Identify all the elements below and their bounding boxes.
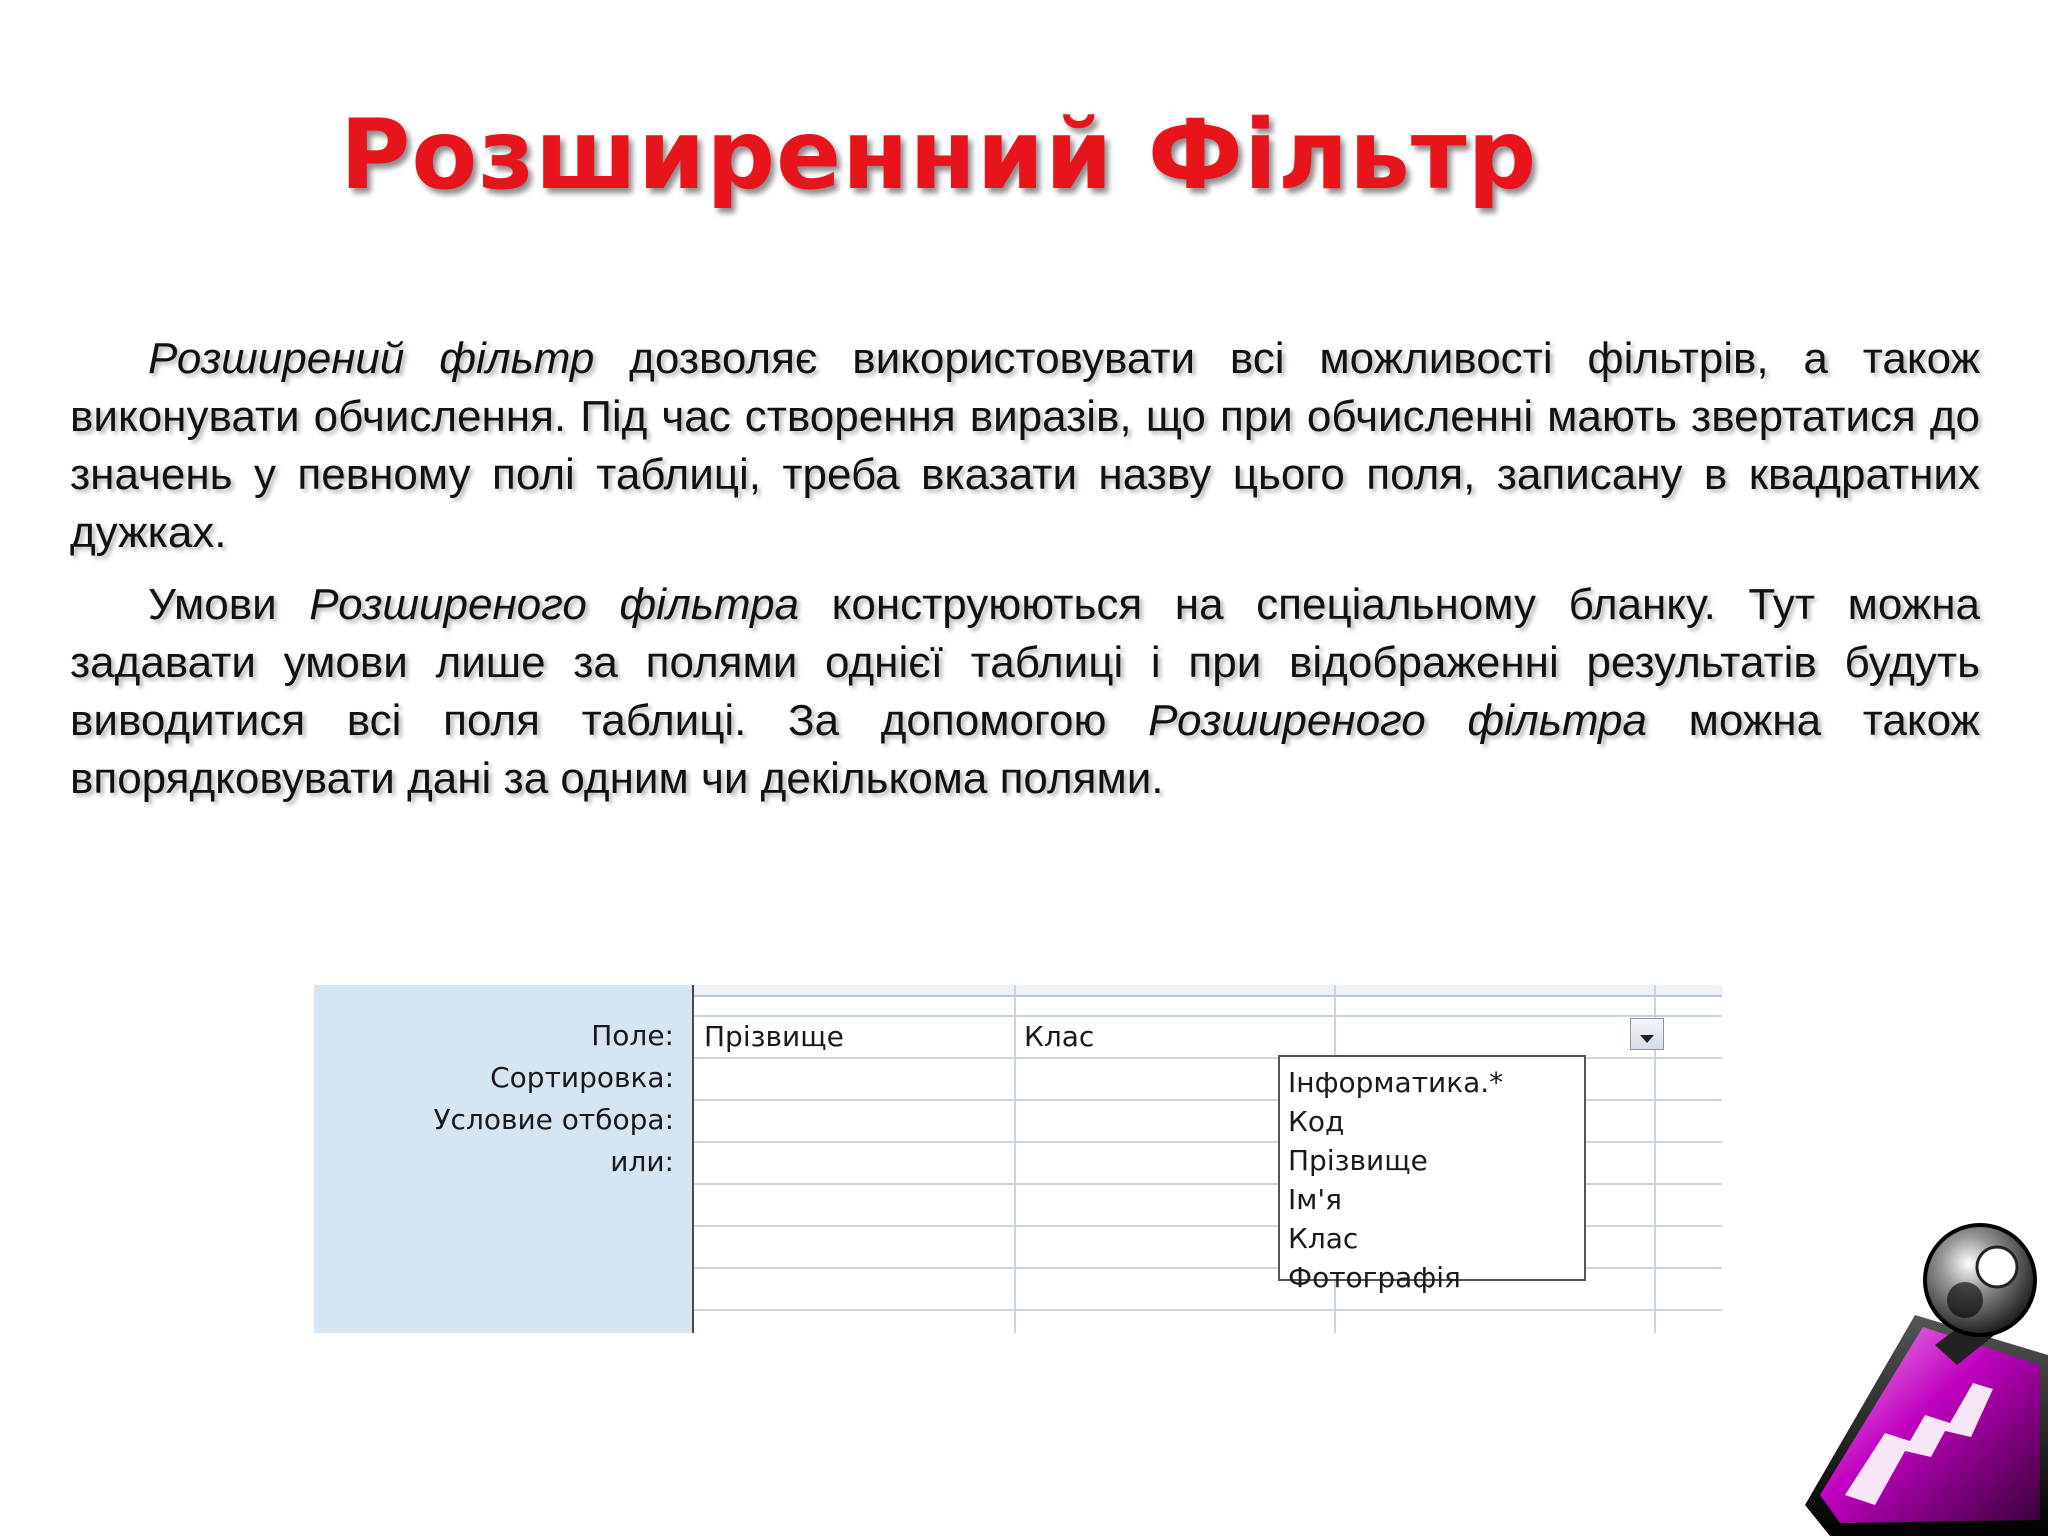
field-cell-1[interactable]: Прізвище xyxy=(704,1020,844,1053)
dropdown-option[interactable]: Прізвище xyxy=(1288,1144,1428,1177)
row-label-criteria: Условие отбора: xyxy=(433,1103,674,1136)
paragraph-2-text-1: конструюються на спеціальному бланку. Тут можна задавати умови лише за полями однієї таблиці і при відображенні результатів будуть виводитися всі поля таблиці. За допомогою xyxy=(70,580,1981,745)
row-label-field: Поле: xyxy=(591,1019,674,1052)
grid-line xyxy=(694,1309,1722,1311)
dropdown-option[interactable]: Код xyxy=(1288,1105,1345,1138)
row-labels-panel xyxy=(314,985,692,1333)
term-advanced-filter-1: Розширеного фільтра xyxy=(309,580,800,629)
field-cell-2[interactable]: Клас xyxy=(1024,1020,1095,1053)
key-icon xyxy=(1735,1205,2048,1536)
dropdown-option[interactable]: Клас xyxy=(1288,1222,1359,1255)
slide-title: Розширенний Фільтр xyxy=(340,99,1538,211)
chevron-down-icon xyxy=(1639,1018,1655,1051)
column-divider[interactable] xyxy=(1014,985,1016,1333)
paragraph-2-text-2: можна також впорядковувати дані за одним чи декількома полями. xyxy=(70,696,1980,803)
field-cell-3[interactable] xyxy=(1344,1017,1624,1057)
field-dropdown-list[interactable] xyxy=(1278,1055,1586,1294)
term-advanced-filter: Розширений фільтр xyxy=(148,334,595,383)
dropdown-option[interactable]: Ім'я xyxy=(1288,1183,1342,1216)
query-design-grid xyxy=(314,985,1722,1333)
dropdown-option[interactable]: Інформатика.* xyxy=(1288,1066,1504,1099)
field-dropdown-button[interactable] xyxy=(1630,1018,1664,1050)
paragraph-2 xyxy=(70,576,1980,808)
paragraph-2-lead: Умови xyxy=(148,580,310,629)
column-selector-strip[interactable] xyxy=(694,985,1722,997)
term-advanced-filter-2: Розширеного фільтра xyxy=(1148,696,1647,745)
row-label-sort: Сортировка: xyxy=(490,1061,674,1094)
row-label-or: или: xyxy=(610,1145,674,1178)
paragraph-1 xyxy=(70,330,1980,562)
slide-body xyxy=(70,330,1980,822)
paragraph-1-text: дозволяє використовувати всі можливості фільтрів, а також виконувати обчислення. Під час створення виразів, що при обчисленні мають звертатися до значень у певному полі таблиці, треба вказати назву цього поля, записану в квадратних дужках. xyxy=(70,334,1981,557)
dropdown-option[interactable]: Фотографія xyxy=(1288,1261,1461,1294)
